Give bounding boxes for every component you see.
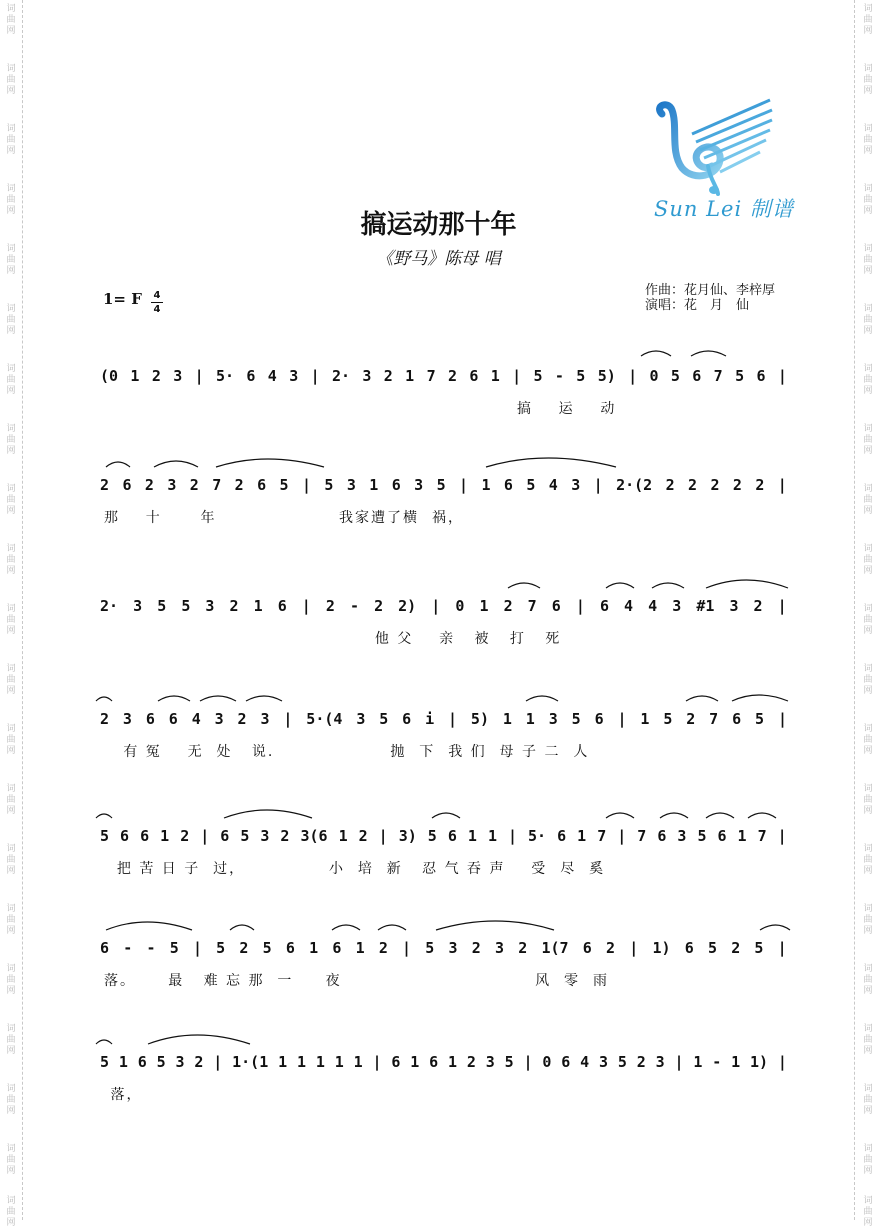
note-token: 3 — [729, 597, 739, 615]
barline: | — [523, 1053, 533, 1071]
barline: | — [301, 597, 311, 615]
watermark-text: 词 曲 网 — [863, 364, 873, 396]
barline: | — [777, 939, 787, 957]
note-token: 5 — [533, 367, 543, 385]
watermark-text: 词 曲 网 — [6, 724, 16, 756]
note-token: 5) — [597, 367, 616, 385]
note-token: 5 — [425, 939, 435, 957]
watermark-text: 词 曲 网 — [6, 604, 16, 636]
barline: | — [777, 710, 787, 728]
note-token: 5 — [100, 1053, 110, 1071]
note-token: 2 — [710, 476, 720, 494]
note-token: 2 — [466, 1053, 476, 1071]
barline: | — [777, 597, 787, 615]
note-token: 5 — [571, 710, 581, 728]
barline: | — [310, 367, 320, 385]
barline: | — [448, 710, 458, 728]
note-token: 1 — [410, 1053, 420, 1071]
watermark-text: 词 曲 网 — [6, 1144, 16, 1176]
note-token: 2 — [383, 367, 393, 385]
note-token: 1) — [652, 939, 671, 957]
score-system-4 — [96, 689, 791, 769]
lyric-line: 把 苦 日 子 过， 小 培 新 忍 气 吞 声 受 尽 奚 — [104, 861, 606, 877]
note-token: #1 — [696, 597, 715, 615]
note-token: 2) — [398, 597, 417, 615]
note-token: 6 — [402, 710, 412, 728]
barline: | — [777, 1053, 787, 1071]
note-token: 5 — [617, 1053, 627, 1071]
note-token: 6 — [429, 1053, 439, 1071]
note-token: 3 — [672, 597, 682, 615]
note-token: 5 — [181, 597, 191, 615]
watermark-text: 词 曲 网 — [863, 1196, 873, 1228]
note-token: 6 — [684, 939, 694, 957]
note-token: 5 — [735, 367, 745, 385]
note-token: 5 — [707, 939, 717, 957]
note-token: 1) — [749, 1053, 769, 1071]
note-token: 5 — [379, 710, 389, 728]
note-token: 1 — [640, 710, 650, 728]
note-token: 7 — [713, 367, 723, 385]
barline: | — [459, 476, 469, 494]
notation-line — [100, 1050, 787, 1074]
singer-credit: 演唱：花 月 仙 — [645, 298, 750, 313]
note-token: 7 — [426, 367, 436, 385]
note-token: 6 — [692, 367, 702, 385]
note-token: 3 — [205, 597, 215, 615]
note-token: 3 — [571, 476, 581, 494]
time-signature-top: 4 — [153, 290, 161, 301]
note-token: 2 — [731, 939, 741, 957]
watermark-text: 词 曲 网 — [6, 124, 16, 156]
watermark-text: 词 曲 网 — [6, 244, 16, 276]
barline: | — [200, 827, 210, 845]
note-token: 0 — [542, 1053, 552, 1071]
lyric-line: 搞 运 动 — [104, 401, 617, 417]
note-token: 6 — [557, 827, 567, 845]
note-token: 3 — [175, 1053, 185, 1071]
note-token: 5 — [504, 1053, 514, 1071]
watermark-text: 词 曲 网 — [6, 1084, 16, 1116]
note-token: 2 — [732, 476, 742, 494]
note-token: 1 — [405, 367, 415, 385]
watermark-text: 词 曲 网 — [6, 1196, 16, 1228]
score-system-5 — [96, 806, 791, 886]
note-token: 4 — [267, 367, 277, 385]
note-token: 3 — [289, 367, 299, 385]
note-token: 1 — [309, 939, 319, 957]
note-token: 2 — [753, 597, 763, 615]
note-token: 6 — [732, 710, 742, 728]
note-token: 5 — [670, 367, 680, 385]
note-token: - — [349, 597, 359, 615]
note-token: 1 — [502, 710, 512, 728]
note-token: 6 — [391, 1053, 401, 1071]
barline: | — [575, 597, 585, 615]
note-token: 6 — [657, 827, 667, 845]
note-token: 2 — [374, 597, 384, 615]
note-token: 2 — [144, 476, 154, 494]
note-token: 2 — [471, 939, 481, 957]
note-token: 2 — [151, 367, 161, 385]
note-token: 3 — [362, 367, 372, 385]
note-token: 2 — [229, 597, 239, 615]
barline: | — [507, 827, 518, 845]
note-token: 3 — [214, 710, 224, 728]
note-token: 6 — [469, 367, 479, 385]
watermark-text: 词 曲 网 — [6, 544, 16, 576]
watermark-text: 词 曲 网 — [6, 64, 16, 96]
note-token: 3 — [173, 367, 183, 385]
note-token: 7 — [597, 827, 607, 845]
credits — [645, 283, 775, 313]
note-token: 5 — [100, 827, 110, 845]
note-token: 1 — [355, 939, 365, 957]
note-token: 2 — [518, 939, 528, 957]
note-token: 2 — [688, 476, 698, 494]
barline: | — [628, 367, 638, 385]
note-token: 6 — [257, 476, 267, 494]
note-token: 1 — [693, 1053, 703, 1071]
note-token: 0 — [649, 367, 659, 385]
note-token: 6 — [122, 476, 132, 494]
barline: | — [192, 939, 202, 957]
note-token: 5 — [526, 476, 536, 494]
note-token: 1 — [278, 1053, 288, 1071]
note-token: 3 — [167, 476, 177, 494]
barline: | — [617, 827, 627, 845]
watermark-text: 词 曲 网 — [863, 424, 873, 456]
barline: | — [617, 710, 627, 728]
note-token: 5 — [157, 597, 167, 615]
watermark-text: 词 曲 网 — [6, 184, 16, 216]
note-token: 1·(1 — [232, 1053, 269, 1071]
note-token: 6 — [756, 367, 766, 385]
song-title: 搞运动那十年 — [360, 210, 517, 240]
note-token: 5 — [663, 710, 673, 728]
watermark-text: 词 曲 网 — [863, 304, 873, 336]
note-token: 5 — [427, 827, 437, 845]
note-token: 6 — [503, 476, 513, 494]
notation-line — [100, 936, 787, 960]
time-signature — [151, 290, 163, 315]
watermark-text: 词 曲 网 — [863, 1144, 873, 1176]
note-token: 4 — [548, 476, 558, 494]
note-token: (0 — [100, 367, 119, 385]
watermark-text: 词 曲 网 — [6, 1024, 16, 1056]
barline: | — [512, 367, 522, 385]
composer-credit: 作曲：花月仙、李梓厚 — [645, 283, 776, 298]
score-system-6 — [96, 918, 791, 998]
note-token: 5 — [755, 710, 765, 728]
note-token: 7 — [637, 827, 647, 845]
note-token: - — [123, 939, 133, 957]
note-token: 5 — [169, 939, 179, 957]
barline: | — [283, 710, 293, 728]
note-token: 5 — [156, 1053, 166, 1071]
note-token: - — [712, 1053, 722, 1071]
note-token: 2 — [237, 710, 247, 728]
note-token: 1 — [447, 1053, 457, 1071]
note-token: 2 — [100, 476, 110, 494]
watermark-text: 词 曲 网 — [6, 964, 16, 996]
notation-line — [100, 594, 787, 618]
note-token: - — [146, 939, 156, 957]
note-token: 6 — [447, 827, 457, 845]
watermark-text: 词 曲 网 — [863, 124, 873, 156]
watermark-text: 词 曲 网 — [6, 784, 16, 816]
note-token: 2 — [378, 939, 388, 957]
barline: | — [777, 827, 787, 845]
note-token: 1 — [369, 476, 379, 494]
note-token: 5 — [240, 827, 250, 845]
score-system-7 — [96, 1032, 791, 1112]
barline: | — [674, 1053, 684, 1071]
logo-text: Sun Lei 制谱 — [654, 197, 794, 221]
note-token: 3 — [485, 1053, 495, 1071]
note-token: 1 — [731, 1053, 741, 1071]
note-token: 2 — [686, 710, 696, 728]
watermark-text: 词 曲 网 — [863, 784, 873, 816]
watermark-text: 词 曲 网 — [863, 604, 873, 636]
watermark-text: 词 曲 网 — [863, 664, 873, 696]
barline: | — [431, 597, 441, 615]
note-token: 5 — [324, 476, 334, 494]
note-token: 6 — [100, 939, 110, 957]
note-token: 1 — [487, 827, 497, 845]
note-token: 6 — [582, 939, 592, 957]
note-token: 3 — [677, 827, 687, 845]
score-system-1 — [96, 346, 791, 426]
lyric-line: 落， — [104, 1087, 143, 1103]
note-token: 1 — [479, 597, 489, 615]
watermark-text: 词 曲 网 — [863, 184, 873, 216]
watermark-text: 词 曲 网 — [6, 904, 16, 936]
barline: | — [213, 1053, 223, 1071]
note-token: 5 — [262, 939, 272, 957]
note-token: 2 — [180, 827, 190, 845]
note-token: 6 — [599, 597, 609, 615]
note-token: 1 — [253, 597, 263, 615]
note-token: 6 — [551, 597, 561, 615]
time-signature-bottom: 4 — [153, 304, 161, 315]
note-token: 5) — [470, 710, 489, 728]
note-token: 5· — [528, 827, 547, 845]
note-token: 6 — [220, 827, 230, 845]
note-token: 4 — [191, 710, 201, 728]
time-signature-divider — [151, 302, 163, 303]
note-token: 2·(2 — [616, 476, 653, 494]
note-token: 2 — [194, 1053, 204, 1071]
note-token: 2 — [755, 476, 765, 494]
watermark-text: 词 曲 网 — [6, 4, 16, 36]
note-token: 1 — [296, 1053, 306, 1071]
score-system-2 — [96, 455, 791, 535]
note-token: 3 — [133, 597, 143, 615]
note-token: 2 — [605, 939, 616, 957]
note-token: 6 — [137, 1053, 147, 1071]
note-token: 6 — [285, 939, 295, 957]
note-token: 7 — [757, 827, 767, 845]
note-token: 3 — [494, 939, 505, 957]
lyric-line: 有 冤 无 处 说. 抛 下 我 们 母 子 二 人 — [104, 744, 590, 760]
watermark-text: 词 曲 网 — [863, 244, 873, 276]
note-token: 3 — [548, 710, 558, 728]
note-token: 6 — [332, 939, 342, 957]
note-token: 4 — [580, 1053, 590, 1071]
note-token: 1 — [130, 367, 140, 385]
note-token: 3 — [598, 1053, 608, 1071]
note-token: 6 — [140, 827, 150, 845]
note-token: 3 — [414, 476, 424, 494]
barline: | — [378, 827, 388, 845]
note-token: 1 — [315, 1053, 325, 1071]
barline: | — [372, 1053, 382, 1071]
watermark-text: 词 曲 网 — [863, 484, 873, 516]
note-token: 1 — [467, 827, 477, 845]
barline: | — [194, 367, 204, 385]
watermark-text: 词 曲 网 — [863, 4, 873, 36]
note-token: 4 — [648, 597, 658, 615]
note-token: 1 — [118, 1053, 128, 1071]
note-token: 1 — [160, 827, 170, 845]
note-token: 6 — [391, 476, 401, 494]
note-token: 7 — [212, 476, 222, 494]
note-token: 0 — [455, 597, 465, 615]
lyric-line: 他 父 亲 被 打 死 — [104, 631, 562, 647]
note-token: 6 — [561, 1053, 571, 1071]
barline: | — [777, 476, 787, 494]
note-token: 6 — [120, 827, 130, 845]
watermark-text: 词 曲 网 — [863, 964, 873, 996]
watermark-text: 词 曲 网 — [6, 424, 16, 456]
note-token: 6 — [594, 710, 604, 728]
barline: | — [593, 476, 603, 494]
note-token: 2 — [325, 597, 335, 615]
note-token: 2 — [239, 939, 249, 957]
note-token: 1(7 — [541, 939, 569, 957]
note-token: 7 — [709, 710, 719, 728]
watermark-text: 词 曲 网 — [6, 364, 16, 396]
note-token: 3 — [122, 710, 132, 728]
note-token: 1 — [577, 827, 587, 845]
note-token: 6 — [246, 367, 256, 385]
watermark-text: 词 曲 网 — [863, 904, 873, 936]
note-token: 1 — [481, 476, 491, 494]
note-token: 3) — [398, 827, 417, 845]
note-token: 1 — [353, 1053, 363, 1071]
watermark-text: 词 曲 网 — [6, 844, 16, 876]
note-token: 2 — [234, 476, 244, 494]
note-token: 2 — [503, 597, 513, 615]
note-token: 2 — [636, 1053, 646, 1071]
note-token: 5 — [576, 367, 586, 385]
note-token: 6 — [168, 710, 178, 728]
note-token: 3 — [260, 827, 270, 845]
note-token: 3 — [655, 1053, 665, 1071]
watermark-text: 词 曲 网 — [863, 1024, 873, 1056]
barline: | — [629, 939, 639, 957]
watermark-text: 词 曲 网 — [863, 1084, 873, 1116]
note-token: 6 — [717, 827, 727, 845]
lyric-line: 落。 最 难 忘 那 一 夜 风 零 雨 — [104, 973, 609, 989]
watermark-text: 词 曲 网 — [6, 484, 16, 516]
watermark-text: 词 曲 网 — [863, 64, 873, 96]
note-token: 1 — [490, 367, 500, 385]
song-subtitle: 《野马》陈母 唱 — [376, 249, 501, 269]
note-token: i — [425, 710, 435, 728]
key-signature: 1= F — [103, 290, 142, 308]
barline: | — [402, 939, 412, 957]
note-token: 7 — [527, 597, 537, 615]
score-system-3 — [96, 576, 791, 656]
note-token: 3 — [346, 476, 356, 494]
note-token: 6 — [277, 597, 287, 615]
note-token: 2 — [358, 827, 368, 845]
note-token: 1 — [334, 1053, 344, 1071]
note-token: 2 — [100, 710, 110, 728]
notation-line — [100, 364, 787, 388]
note-token: 5 — [697, 827, 707, 845]
watermark-text: 词 曲 网 — [6, 304, 16, 336]
note-token: 3 — [260, 710, 270, 728]
note-token: 2 — [665, 476, 675, 494]
notation-line — [100, 707, 787, 731]
watermark-text: 词 曲 网 — [863, 724, 873, 756]
note-token: 1 — [737, 827, 747, 845]
note-token: 3 — [356, 710, 366, 728]
watermark-text: 词 曲 网 — [863, 844, 873, 876]
note-token: 2 — [447, 367, 457, 385]
note-token: 1 — [525, 710, 535, 728]
notation-line — [100, 473, 787, 497]
note-token: 2· — [100, 597, 119, 615]
note-token: 3(6 — [300, 827, 328, 845]
note-token: 3 — [448, 939, 458, 957]
note-token: 4 — [624, 597, 634, 615]
barline: | — [301, 476, 311, 494]
note-token: 2 — [280, 827, 290, 845]
note-token: 5 — [436, 476, 446, 494]
note-token: 5 — [279, 476, 289, 494]
note-token: 6 — [145, 710, 155, 728]
note-token: 5· — [215, 367, 235, 385]
left-watermark-strip — [0, 0, 23, 1228]
note-token: 5·(4 — [306, 710, 343, 728]
barline: | — [777, 367, 787, 385]
note-token: 2 — [189, 476, 199, 494]
note-token: 5 — [216, 939, 226, 957]
notation-line — [100, 824, 787, 848]
lyric-line: 那 十 年 我家遭了横 祸， — [104, 510, 464, 526]
note-token: 5 — [754, 939, 764, 957]
watermark-text: 词 曲 网 — [6, 664, 16, 696]
note-token: - — [554, 367, 564, 385]
watermark-text: 词 曲 网 — [863, 544, 873, 576]
note-token: 2· — [331, 367, 351, 385]
right-watermark-strip — [854, 0, 877, 1228]
note-token: 1 — [338, 827, 348, 845]
